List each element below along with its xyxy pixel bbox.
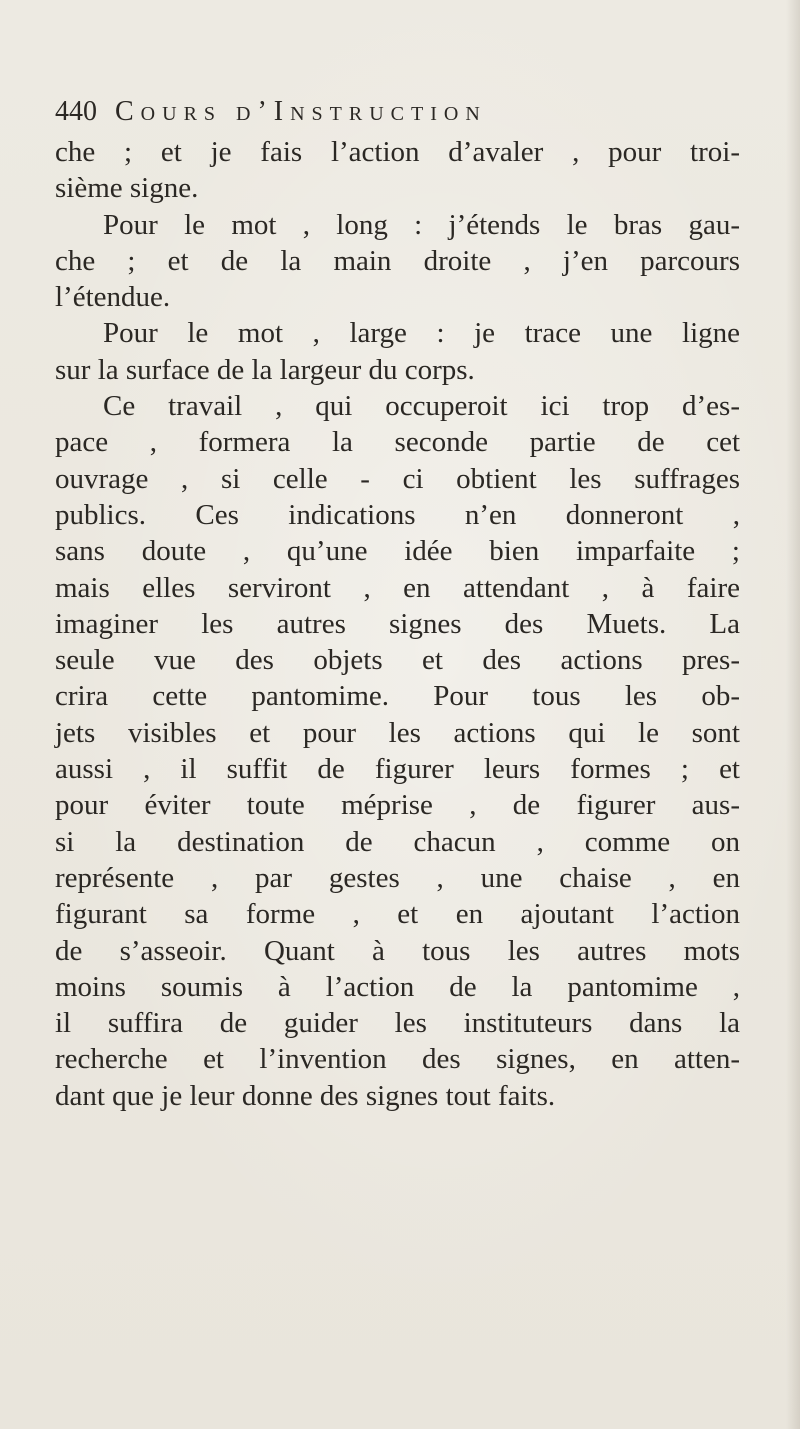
text-line: ouvrage , si celle - ci obtient les suffrages [55, 462, 740, 495]
text-line-content: Ce travail , qui occuperoit ici trop d’es- [103, 390, 740, 423]
text-line: mais elles serviront , en attendant , à faire [55, 571, 740, 604]
text-line: seule vue des objets et des actions pres- [55, 644, 740, 677]
text-line: de s’asseoir. Quant à tous les autres mots [55, 934, 740, 967]
text-line: il suffira de guider les instituteurs dans la [55, 1007, 740, 1040]
text-line-content: Pour le mot , large : je trace une ligne [103, 317, 740, 350]
text-line: moins soumis à l’action de la pantomime , [55, 970, 740, 1003]
text-line: pace , formera la seconde partie de cet [55, 426, 740, 459]
text-line: l’étendue. [55, 281, 171, 314]
text-line: pour éviter toute méprise , de figurer aus- [55, 789, 740, 822]
text-line: si la destination de chacun , comme on [55, 825, 740, 858]
running-head: Cours d’Instruction [115, 96, 487, 127]
text-line: aussi , il suffit de figurer leurs formes ; et [55, 753, 740, 786]
page-edge-shadow [786, 0, 800, 1429]
text-line: che ; et je fais l’action d’avaler , pour troi- [55, 136, 740, 168]
body-text [55, 134, 740, 1114]
text-line [55, 388, 740, 424]
page-header [55, 96, 735, 132]
text-line [55, 315, 740, 351]
text-line: recherche et l’invention des signes, en atten- [55, 1043, 740, 1076]
text-line: imaginer les autres signes des Muets. La [55, 607, 740, 640]
text-line: représente , par gestes , une chaise , en [55, 861, 740, 894]
text-line-content: Pour le mot , long : j’étends le bras gau- [103, 208, 740, 241]
text-line [55, 207, 740, 243]
text-line: sans doute , qu’une idée bien imparfaite ; [55, 535, 740, 568]
text-line: che ; et de la main droite , j’en parcours [55, 244, 740, 277]
text-line: sième signe. [55, 172, 199, 205]
text-line: jets visibles et pour les actions qui le sont [55, 716, 740, 749]
page-number: 440 [55, 96, 97, 127]
text-line: publics. Ces indications n’en donneront , [55, 498, 740, 531]
text-line: crira cette pantomime. Pour tous les ob- [55, 680, 740, 713]
text-line: dant que je leur donne des signes tout faits. [55, 1079, 556, 1112]
text-line: sur la surface de la largeur du corps. [55, 353, 475, 386]
text-line: figurant sa forme , et en ajoutant l’action [55, 898, 740, 931]
